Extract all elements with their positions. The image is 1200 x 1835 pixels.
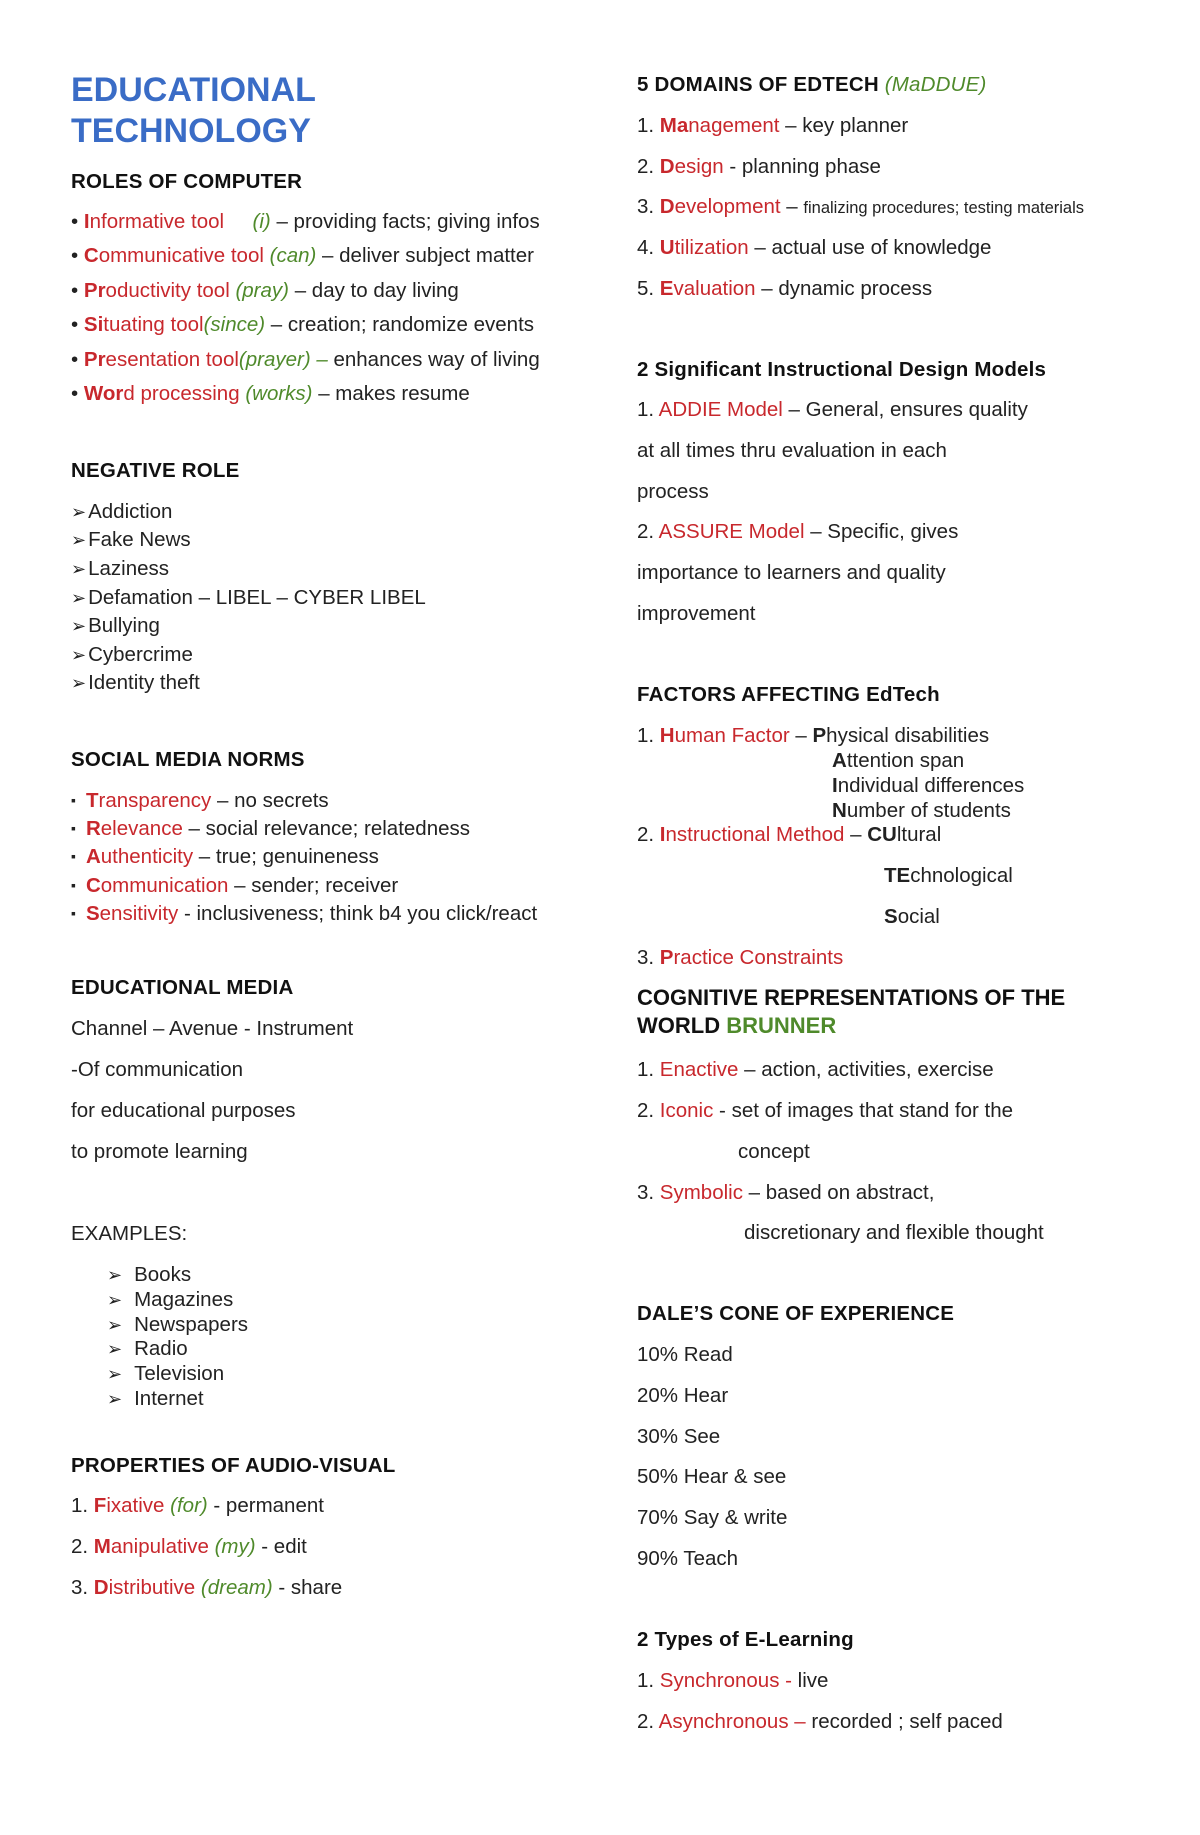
list-item: 2. Asynchronous – recorded ; self paced <box>637 1710 1003 1733</box>
list-item: 5. Evaluation – dynamic process <box>637 277 933 300</box>
arrow-icon: ➢ <box>71 530 87 550</box>
title-line-2: TECHNOLOGY <box>71 112 311 150</box>
list-item: ➢Identity theft <box>71 671 200 694</box>
edmedia-line: for educational purposes <box>71 1099 296 1122</box>
factors-heading: FACTORS AFFECTING EdTech <box>637 683 940 706</box>
list-item: • Situating tool(since) – creation; randomize events <box>71 313 535 336</box>
list-item: 2. ASSURE Model – Specific, gives <box>637 520 959 543</box>
list-item: 1. Enactive – action, activities, exercise <box>637 1058 994 1081</box>
list-item: 90% Teach <box>637 1547 739 1570</box>
list-item: 1. Fixative (for) - permanent <box>71 1494 324 1517</box>
list-item: 4. Utilization – actual use of knowledge <box>637 236 992 259</box>
list-item: ▪ Relevance – social relevance; relatedness <box>71 817 471 840</box>
continuation-line: concept <box>738 1140 810 1163</box>
list-item: 1. Management – key planner <box>637 114 909 137</box>
square-bullet-icon: ▪ <box>71 905 76 921</box>
list-item: 2. Instructional Method – CUltural <box>637 823 942 846</box>
list-item: 10% Read <box>637 1343 733 1366</box>
list-item: Social <box>884 905 940 928</box>
list-item: Number of students <box>832 799 1011 822</box>
list-item: 3. Practice Constraints <box>637 946 844 969</box>
list-item: ➢Defamation – LIBEL – CYBER LIBEL <box>71 586 426 609</box>
arrow-icon: ➢ <box>107 1265 123 1285</box>
list-item: 3. Distributive (dream) - share <box>71 1576 343 1599</box>
list-item: TEchnological <box>884 864 1013 887</box>
list-item: ▪ Authenticity – true; genuineness <box>71 845 379 868</box>
edmedia-line: -Of communication <box>71 1058 244 1081</box>
list-item: 30% See <box>637 1425 721 1448</box>
list-item: ➢ Radio <box>107 1337 188 1360</box>
arrow-icon: ➢ <box>107 1339 123 1359</box>
list-item: • Informative tool (i) – providing facts; giving infos <box>71 210 540 233</box>
square-bullet-icon: ▪ <box>71 877 76 893</box>
arrow-icon: ➢ <box>107 1290 123 1310</box>
list-item: ➢Fake News <box>71 528 191 551</box>
roles-heading: ROLES OF COMPUTER <box>71 170 303 193</box>
continuation-line: at all times thru evaluation in each <box>637 439 947 462</box>
list-item: Individual differences <box>832 774 1025 797</box>
list-item: 3. Development – finalizing procedures; testing materials <box>637 195 1085 218</box>
continuation-line: discretionary and flexible thought <box>744 1221 1044 1244</box>
arrow-icon: ➢ <box>107 1315 123 1335</box>
list-item: ➢ Books <box>107 1263 192 1286</box>
arrow-icon: ➢ <box>71 616 87 636</box>
list-item: ➢ Television <box>107 1362 225 1385</box>
continuation-line: importance to learners and quality <box>637 561 946 584</box>
square-bullet-icon: ▪ <box>71 848 76 864</box>
list-item: ➢ Magazines <box>107 1288 234 1311</box>
list-item: 2. Design - planning phase <box>637 155 881 178</box>
list-item: ➢Laziness <box>71 557 170 580</box>
arrow-icon: ➢ <box>71 673 87 693</box>
dale-heading: DALE’S CONE OF EXPERIENCE <box>637 1302 955 1325</box>
edmedia-line: Channel – Avenue - Instrument <box>71 1017 354 1040</box>
list-item: • Communicative tool (can) – deliver subject matter <box>71 244 534 267</box>
list-item: 1. ADDIE Model – General, ensures quality <box>637 398 1028 421</box>
square-bullet-icon: ▪ <box>71 792 76 808</box>
list-item: 1. Human Factor – Physical disabilities <box>637 724 990 747</box>
list-item: 70% Say & write <box>637 1506 788 1529</box>
elearning-heading: 2 Types of E-Learning <box>637 1628 854 1651</box>
examples-label: EXAMPLES: <box>71 1222 188 1245</box>
arrow-icon: ➢ <box>107 1364 123 1384</box>
list-item: ▪ Sensitivity - inclusiveness; think b4 you click/react <box>71 902 538 925</box>
list-item: 2. Iconic - set of images that stand for the <box>637 1099 1014 1122</box>
list-item: • Word processing (works) – makes resume <box>71 382 470 405</box>
list-item: 1. Synchronous - live <box>637 1669 829 1692</box>
list-item: Attention span <box>832 749 965 772</box>
list-item: • Productivity tool (pray) – day to day living <box>71 279 459 302</box>
continuation-line: process <box>637 480 709 503</box>
domains-heading: 5 DOMAINS OF EDTECH (MaDDUE) <box>637 73 987 96</box>
list-item: 20% Hear <box>637 1384 729 1407</box>
list-item: 50% Hear & see <box>637 1465 787 1488</box>
list-item: ➢ Internet <box>107 1387 204 1410</box>
edmedia-heading: EDUCATIONAL MEDIA <box>71 976 294 999</box>
edmedia-line: to promote learning <box>71 1140 248 1163</box>
square-bullet-icon: ▪ <box>71 820 76 836</box>
negative-heading: NEGATIVE ROLE <box>71 459 240 482</box>
design-models-heading: 2 Significant Instructional Design Models <box>637 358 1047 381</box>
arrow-icon: ➢ <box>71 645 87 665</box>
cognitive-heading: COGNITIVE REPRESENTATIONS OF THE WORLD BRUNNER <box>637 985 1066 1038</box>
title-line-1: EDUCATIONAL <box>71 71 316 109</box>
arrow-icon: ➢ <box>107 1389 123 1409</box>
list-item: ➢Bullying <box>71 614 160 637</box>
list-item: ▪ Communication – sender; receiver <box>71 874 399 897</box>
page-title <box>71 70 316 152</box>
list-item: 2. Manipulative (my) - edit <box>71 1535 307 1558</box>
list-item: • Presentation tool(prayer) – enhances way of living <box>71 348 540 371</box>
social-heading: SOCIAL MEDIA NORMS <box>71 748 305 771</box>
list-item: ➢Cybercrime <box>71 643 193 666</box>
list-item: ▪ Transparency – no secrets <box>71 789 329 812</box>
list-item: 3. Symbolic – based on abstract, <box>637 1181 935 1204</box>
arrow-icon: ➢ <box>71 559 87 579</box>
av-heading: PROPERTIES OF AUDIO-VISUAL <box>71 1454 396 1477</box>
arrow-icon: ➢ <box>71 588 87 608</box>
list-item: ➢Addiction <box>71 500 173 523</box>
arrow-icon: ➢ <box>71 502 87 522</box>
continuation-line: improvement <box>637 602 756 625</box>
list-item: ➢ Newspapers <box>107 1313 249 1336</box>
